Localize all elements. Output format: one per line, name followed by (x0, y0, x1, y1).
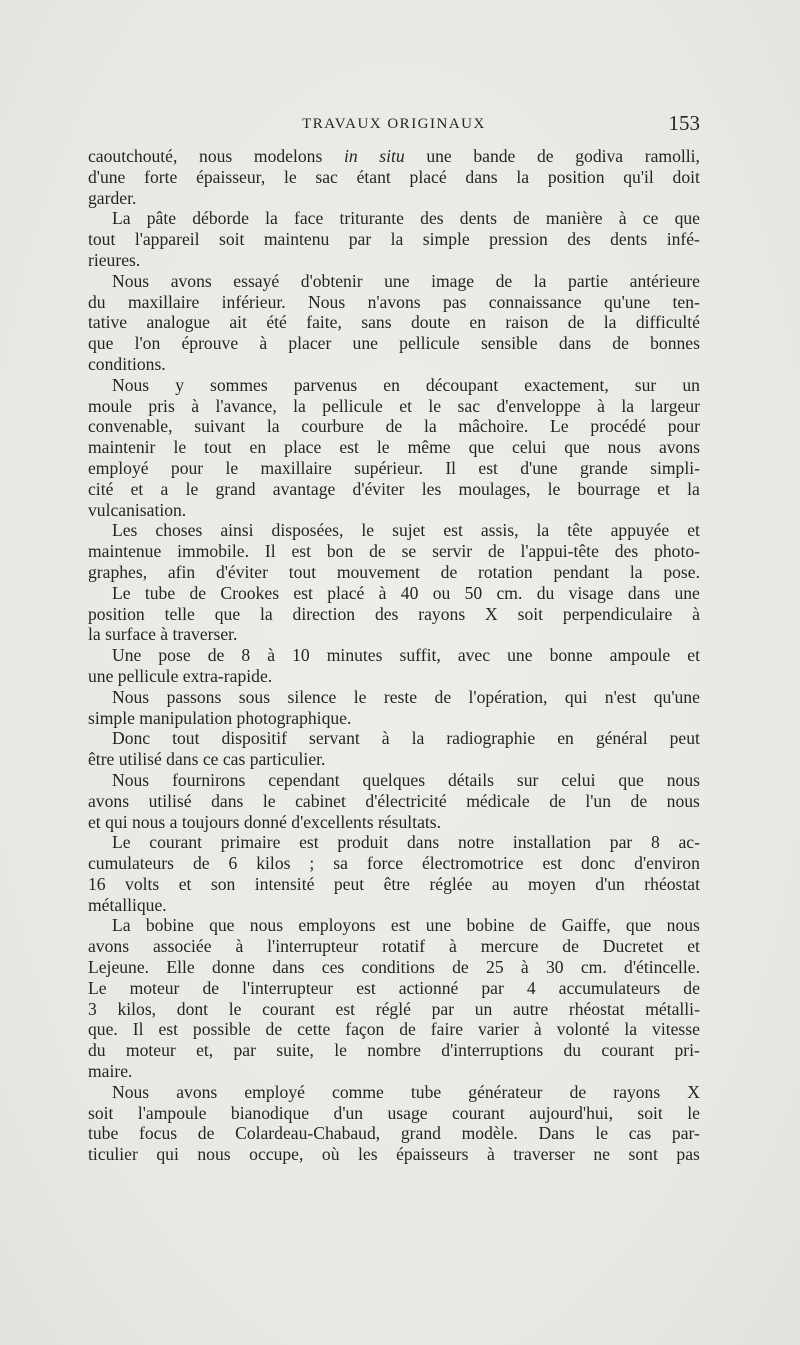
running-title: TRAVAUX ORIGINAUX (302, 116, 486, 132)
page-number: 153 (668, 111, 700, 135)
text-line: La bobine que nous employons est une bobine de Gaiffe, que nous (112, 915, 700, 936)
text-line: 16 volts et son intensité peut être réglée au moyen d'un rhéostat (88, 873, 700, 894)
text-line: Nous avons employé comme tube générateur de rayons X (112, 1081, 700, 1102)
text-line: moule pris à l'avance, la pellicule et le sac d'enveloppe à la largeur (88, 395, 700, 416)
text-line: tative analogue ait été faite, sans doute en raison de la difficulté (88, 312, 700, 333)
text-line: cité et a le grand avantage d'éviter les moulages, le bourrage et la (88, 478, 700, 499)
text-line: du moteur et, par suite, le nombre d'interruptions du courant pri- (88, 1040, 700, 1061)
text-line: caoutchouté, nous modelons in situ une bande de godiva ramolli, (88, 146, 700, 166)
text-line: du maxillaire inférieur. Nous n'avons pas connaissance qu'une ten- (88, 291, 700, 312)
text-line: Lejeune. Elle donne dans ces conditions de 25 à 30 cm. d'étincelle. (88, 957, 700, 978)
text-line: que. Il est possible de cette façon de faire varier à volonté la vitesse (88, 1019, 700, 1040)
text-line: une pellicule extra-rapide. (88, 665, 273, 686)
text-line: rieures. (88, 249, 141, 270)
text-line: Nous fournirons cependant quelques détails sur celui que nous (112, 769, 700, 790)
text-line: maire. (88, 1061, 133, 1082)
text-line: Nous y sommes parvenus en découpant exactement, sur un (112, 374, 700, 395)
text-line: graphes, afin d'éviter tout mouvement de rotation pendant la pose. (88, 561, 700, 582)
text-line: garder. (88, 187, 137, 208)
text-line: maintenir le tout en place est le même que celui que nous avons (88, 437, 700, 458)
text-line: Le moteur de l'interrupteur est actionné par 4 accumulateurs de (88, 977, 700, 998)
text-line: Les choses ainsi disposées, le sujet est assis, la tête appuyée et (112, 520, 700, 541)
text-line: Le courant primaire est produit dans notre installation par 8 ac- (112, 832, 700, 853)
text-line: tout l'appareil soit maintenu par la simple pression des dents infé- (88, 229, 700, 250)
text-line: tube focus de Colardeau-Chabaud, grand modèle. Dans le cas par- (88, 1123, 700, 1144)
text-line: avons associée à l'interrupteur rotatif à mercure de Ducretet et (88, 936, 700, 957)
running-head (88, 112, 700, 138)
text-line: et qui nous a toujours donné d'excellents résultats. (88, 811, 442, 832)
text-line: cumulateurs de 6 kilos ; sa force électromotrice est donc d'environ (88, 853, 700, 874)
text-line: vulcanisation. (88, 499, 187, 520)
text-line: Le tube de Crookes est placé à 40 ou 50 cm. du visage dans une (112, 582, 700, 603)
text-line: soit l'ampoule bianodique d'un usage courant aujourd'hui, soit le (88, 1102, 700, 1123)
text-line: maintenue immobile. Il est bon de se servir de l'appui-tête des photo- (88, 541, 700, 562)
text-line: simple manipulation photographique. (88, 707, 352, 728)
text-line: position telle que la direction des rayons X soit perpendiculaire à (88, 603, 700, 624)
text-line: être utilisé dans ce cas particulier. (88, 749, 326, 770)
text-line: conditions. (88, 353, 166, 374)
text-line: d'une forte épaisseur, le sac étant placé dans la position qu'il doit (88, 166, 700, 187)
text-line: la surface à traverser. (88, 624, 238, 645)
text-line: La pâte déborde la face triturante des dents de manière à ce que (112, 208, 700, 229)
text-line: 3 kilos, dont le courant est réglé par un autre rhéostat métalli- (88, 998, 700, 1019)
text-line: métallique. (88, 894, 167, 915)
text-line: Nous passons sous silence le reste de l'opération, qui n'est qu'une (112, 686, 700, 707)
text-line: Donc tout dispositif servant à la radiographie en général peut (112, 728, 700, 749)
text-line: avons utilisé dans le cabinet d'électricité médicale de l'un de nous (88, 790, 700, 811)
text-line: ticulier qui nous occupe, où les épaisseurs à traverser ne sont pas (88, 1144, 700, 1165)
text-line: convenable, suivant la courbure de la mâchoire. Le procédé pour (88, 416, 700, 437)
body-text (88, 146, 700, 1165)
text-line: Nous avons essayé d'obtenir une image de la partie antérieure (112, 270, 700, 291)
text-line: Une pose de 8 à 10 minutes suffit, avec une bonne ampoule et (112, 645, 700, 666)
text-line: que l'on éprouve à placer une pellicule sensible dans de bonnes (88, 333, 700, 354)
text-line: employé pour le maxillaire supérieur. Il est d'une grande simpli- (88, 457, 700, 478)
